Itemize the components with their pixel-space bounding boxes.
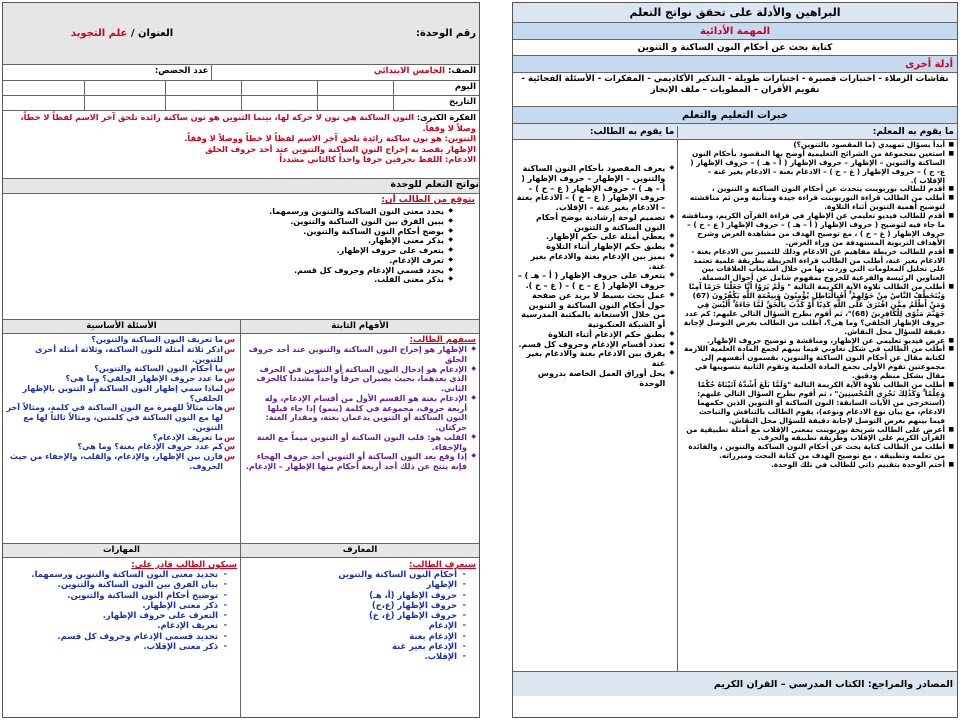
knowledge-item: - الإقلاب. (244, 651, 466, 661)
day-row (3, 81, 479, 96)
outcomes-intro: يتوقع من الطالب أن: (381, 195, 475, 205)
big-idea-line: النون الساكنة هي نون لا حركة لها، بينما التنوين هو نون ساكنة زائدة تلحق آخر الاسم لفظاً لا خطاً، (20, 112, 414, 122)
understandings-intro: سيفهم الطالب: (409, 335, 476, 345)
question-item: س هات مثالاً للهمزة مع النون الساكنة في كلمة، ومثالاً آخر لها مع النون الساكنة في كلمتين، ومثالاً ثالثاً لها مع التنوين. (6, 403, 235, 432)
questions (3, 334, 241, 543)
date-cell (3, 96, 84, 110)
knowledge-item: - حروف الإظهار (غ، خ) (244, 610, 466, 620)
student-item: ◆ يحل أوراق العمل الخاصة بدروس الوحدة (516, 369, 674, 389)
outcomes-title: نواتج التعلم للوحدة (3, 179, 479, 194)
unit-title (3, 27, 241, 40)
sources: المصادر والمراجع: الكتاب المدرسي – القران الكريم (513, 672, 957, 696)
questions-understandings-section (3, 334, 479, 544)
date-cell (84, 96, 165, 110)
student-item: ◆ يطبق حكم الإدغام أثناء التلاوة (516, 330, 674, 340)
teacher-item: ■ أعرض على الطالب شريحة بوربوينت بمعنى الإقلاب مع أمثلة تطبيقية من القرآن الكريم على الإقلاب وطريقة تطبيقه والحرف. (681, 426, 954, 444)
student-column-header: ما يقوم به الطالب: (589, 126, 675, 137)
other-evidence-text: نقاشات الزملاء - اختبارات قصيرة - اختبارات طويلة - التذكير الأكاديمي - المفكرات - الأسئلة الفجائية - تقويم الأقران – المطويات – ملف الإنجاز (521, 74, 949, 96)
experiences-column-headers (513, 124, 957, 140)
knowledge (241, 558, 479, 718)
big-idea-section (3, 111, 479, 179)
day-cell (241, 81, 317, 95)
student-item: ◆ عمل بحث بسيط لا يزيد عن صفحة حول أحكام النون الساكنة و التنوين من خلال الاستعانة بالمكتبة المدرسية أو الشبكة العنكبوتية (516, 291, 674, 330)
student-item: ◆ يعطي أمثلة على حكم الإظهار. (516, 232, 674, 242)
big-idea-line: وصلاً لا وقفاً. (422, 122, 476, 133)
knowledge-title: المعارف (342, 545, 378, 555)
skills (3, 558, 241, 718)
skills-knowledge-section (3, 558, 479, 718)
teacher-item: ■ أطلب من الطالب قراءة البوربوينت قراءة جيدة ومتأنية ومن ثم مناقشته لتوضيح أهمية التنوين أثناء التلاوة. (681, 194, 954, 212)
teacher-item: ■ أختم الوحدة بتقييم ذاتي للطالب في تلك الوحدة. (681, 461, 954, 470)
student-item: ◆ تعدد أقسام الإدغام وحروف كل قسم. (516, 340, 674, 350)
understanding-item: ◆ الإدغام هو إدخال النون الساكنة أو التنوين في الحرف الذي بعدهما، بحيث يصيران حرفاً واحداً مشدداً كالحرف الثاني. (244, 365, 476, 394)
question-item: س ما عدد حروف الإظهار الحلقي؟ وما هي؟ (6, 374, 235, 384)
teacher-column-header: ما يقوم به المعلم: (677, 126, 957, 138)
teacher-item: ■ أطلب من الطالب تلاوة الآية الكريمة التالية " وَلَمْ يَرَوْا أَنَّا جَعَلْنَا حَرَمًا آمِنًا وَيُتَخَطَّفُ النَّاسُ مِنْ حَوْلِهِمْ ۚ أَفَبِالْبَاطِلِ يُؤْمِنُونَ وَبِنِعْمَةِ اللَّهِ يَكْفُرُونَ (67) وَمَنْ أَظْلَمُ مِمَّنِ افْتَرَىٰ عَلَى اللَّهِ كَذِبًا أَوْ كَذَّبَ بِالْحَقِّ لَمَّا جَاءَهُ ۚ أَلَيْسَ فِي جَهَنَّمَ مَثْوًى لِلْكَافِرِينَ (68)"، ثم أقوم بطرح السؤال التالي عليهم: كم عدد حروف الإظهار الحلقي؟ وما هي؟، أطلب من الطالب بغرض التوصل لإجابة دقيقة للسؤال محل النقاش. (681, 283, 954, 336)
unit-plan-page (2, 2, 480, 718)
question-item: س كم عدد حروف الإدغام بغنة؟ وما هي؟ (6, 442, 235, 452)
outcomes (3, 194, 479, 319)
outcome-item: ◆ يتعرف على حروف الإظهار. (6, 246, 453, 256)
big-idea (3, 111, 479, 178)
class-row (3, 65, 479, 81)
outcome-item: ◆ يذكر معنى القلب. (6, 275, 453, 285)
skill-item: - ذكر معنى الإقلاب. (6, 641, 227, 651)
knowledge-item: - الإدغام بغنة (244, 631, 466, 641)
student-item: ◆ يعرف المقصود بأحكام النون الساكنة والتنوين – الإظهار – حروف الإظهار ( أ – هـ ) – حروف الإظهار ( ع – ح ) – حروف الإظهار ( غ – خ ) – الادغام بغنة – الادغام بغير غنة – الإقلاب. (516, 164, 674, 213)
outcome-item: ◆ يحدد معنى النون الساكنة والتنوين ورسمهما. (6, 207, 453, 217)
experiences-body (513, 140, 957, 672)
student-item: ◆ تصميم لوحة إرشادية يوضح أحكام النون الساكنة و التنوين (516, 213, 674, 233)
teacher-item: ■ أبدأ بسؤال تمهيدي (ما المقصود بالتنوين؟) (681, 141, 954, 150)
teacher-item: ■ أطلب من الطالب في شكل تعاوني فيما بينهم لجمع المادة العلمية اللازمة لكتابة مقال عن أحكام النون الساكنة والتنوين، بقسمون أنفسهم إلى مجموعتين تقوم الأولى بجمع المادة العلمية وتقوم الثانية بتصويبها في مقال بشكل منظم ودقيق. (681, 345, 954, 381)
question-item: س اذكر ثلاثة أمثلة للنون الساكنة، وثلاثة أمثلة أخرى للتنوين. (6, 345, 235, 365)
date-row (3, 96, 479, 111)
outcome-item: ◆ تعرف الإدغام. (6, 256, 453, 266)
skill-item: - توضيح أحكام النون الساكنة والتنوين. (6, 590, 227, 600)
knowledge-item: - أحكام النون الساكنة والتنوين (244, 569, 466, 579)
student-activities (513, 140, 677, 671)
knowledge-item: - الإدغام بغير غنة (244, 641, 466, 651)
other-evidence-heading: أدلة أخرى (513, 56, 957, 73)
task-heading: المهمة الأدائية (513, 23, 957, 40)
date-cell (165, 96, 241, 110)
outcomes-section (3, 194, 479, 320)
teacher-activities (677, 140, 957, 671)
skill-item: - ذكر معنى الإظهار. (6, 600, 227, 610)
question-item: س لماذا سمي إظهار النون الساكنة أو التنوين بالإظهار الحلقي؟ (6, 384, 235, 404)
knowledge-intro: سيعرف الطالب: (409, 559, 476, 569)
class-label: الصف: (445, 66, 476, 76)
sessions-label: عدد الحصص: (3, 65, 212, 80)
title-label: العنوان / (127, 28, 174, 39)
skill-item: - التعرف على حروف الإظهار. (6, 610, 227, 620)
outcome-item: ◆ يحدد قسمي الإدغام وحروف كل قسم. (6, 266, 453, 276)
student-item: ◆ يتعرف على حروف الإظهار ( أ – هـ ) – حروف الإظهار ( ع – ح ) – ( غ – خ ). (516, 271, 674, 291)
teacher-item: ■ أقدم للطالب بوربوينت يتحدث عن أحكام النون الساكنة و التنوين ، (681, 185, 954, 194)
day-label: اليوم (393, 81, 479, 95)
task-text: كتابة بحث عن أحكام النون الساكنة و التنوين (513, 40, 957, 56)
day-cell (165, 81, 241, 95)
big-idea-label: الفكرة الكبرى: (413, 112, 476, 122)
knowledge-item: - الإظهار (244, 579, 466, 589)
evidence-page (512, 2, 958, 718)
evidence-title: البراهين والأدلة على تحقق نواتج التعلم (513, 3, 957, 23)
big-idea-line: التنوين: هو نون ساكنة زائدة تلحق آخر الاسم لفظاً لا خطاً ووصلاً لا وقفاً. (184, 133, 476, 143)
outcome-item: ◆ يبين الفرق بين النون الساكنة والتنوين. (6, 217, 453, 227)
question-item: س قارن بين الإظهار، والإدغام، والقلب، والإخفاء من حيث الحروف. (6, 452, 235, 472)
understanding-item: ◆ إذا وقع بعد النون الساكنة أو التنوين أحد حروف الهجاء فإنه ينتج عن ذلك أحد أربعة أحكام منها الإظهار – الإدغام. (244, 452, 476, 472)
class-field (212, 65, 479, 80)
big-idea-line: الادغام: اللفظ بحرفين حرفاً واحداً كالثاني مشدداً (279, 154, 476, 164)
teacher-item: ■ أقدم للطالب فيديو تعليمي عن الإظهار في قراءة القرآن الكريم، ومناقشة ما جاء فيه لتوضيح ( حروف الإظهار ( أ – هـ ) – حروف الإظهار ( ع – ح ) – حروف الإظهار ( غ – خ ) ، مع توضيح الهدف من مشاهدة العرض وشرح الأهداف التربوية المستهدفة من وراء العرض. (681, 212, 954, 248)
knowledge-item: - الإدغام (244, 620, 466, 630)
class-value: الخامس الابتدائي (373, 66, 446, 76)
skills-title: المهارات (3, 544, 241, 557)
outcome-item: ◆ يوضح أحكام النون الساكنة والتنوين. (6, 227, 453, 237)
teacher-item: ■ أقدم للطالب خريطة مفاهيم عن الادغام وذلك للتمييز بين الادغام بغنة - الادغام بغير غنة، أطلب من الطالب قراءة الخريطة بطريقة علمية تعتمد على تحليل المعلومات التي وردت بها من خلال استيعاب العلاقات بين العناوين الرئيسة والفرعية للخروج بمفهوم شامل عن أحوال البسملة. (681, 248, 954, 284)
question-item: س ما أحكام النون الساكنة والتنوين؟ (6, 364, 235, 374)
understanding-item: ◆ الإدغام بغنة هو القسم الأول من أقسام الإدغام، وله أربعة حروف، مجموعة في كلمة (ينمو) إذا جاء قبلها النون الساكنة أو التنوين يدغمان بغنة، ومقدار الغنة: حركتان. (244, 394, 476, 433)
date-cell (317, 96, 393, 110)
skill-item: - تعريف الإدغام. (6, 620, 227, 630)
day-cell (84, 81, 165, 95)
understandings (241, 334, 479, 543)
knowledge-item: - حروف الإظهار (ع،ح) (244, 600, 466, 610)
teacher-item: ■ أطلب من الطالب كتابة بحث عن أحكام النون الساكنة والتنوين ، والفائدة من تعلمه وتطبيقه ، مع توضيح الهدف من كتابة البحث ومبرراته. (681, 443, 954, 461)
teacher-item: ■ استعين بمجموعة من الشرائح التعليمية أوضح بها المقصود بأحكام النون الساكنة والتنوين – الإظهار – حروف الإظهار ( أ – هـ ) – حروف الإظهار ( ع- ح ) – حروف الإظهار ( غ – خ ) – الادغام بغنة – الادغام بغير غنة – الإقلاب ). (681, 150, 954, 186)
day-cell (3, 81, 84, 95)
knowledge-item: - حروف الإظهار (أ، هـ) (244, 590, 466, 600)
teacher-item: ■ أطلب من الطالب تلاوة الآية الكريمة التالية "وَلَمَّا بَلَغَ أَشُدَّهُ آتَيْنَاهُ حُكْمًا وَعِلْمًا ۚ وَكَذَٰلِكَ نَجْزِي الْمُحْسِنِينَ" ، ثم أقوم بطرح السؤال التالي عليهم: (استخرجي من الآيات السابقة: النون الساكنة أو التنوين الذين حكمهما الادغام، مع بيان نوع الادغام ونوعه)، يقوم الطالب بالتنافش والتباحث فيما بينهم بغرض التوصل لإجابة دقيقة للسؤال محل النقاش. (681, 381, 954, 425)
understanding-item: ◆ الإظهار هو إخراج النون الساكنة والتنوين عند أحد حروف الحلق (244, 345, 476, 365)
title-value: علم التجويد (70, 28, 128, 39)
understandings-title: الأفهام الثابتة (331, 321, 389, 331)
teacher-item: ■ عرض فيديو تعليمي عن الإظهار، ومناقشة و توضيح حروف الإظهار. (681, 337, 954, 346)
question-item: س ما تعريف النون الساكنة والتنوين؟ (6, 335, 235, 345)
date-cell (241, 96, 317, 110)
skill-item: - بيان الفرق بين النون الساكنة والتنوين. (6, 579, 227, 589)
student-item: ◆ يميز بين الإدغام بغنة والادغام بغير غنة. (516, 252, 674, 272)
understanding-item: ◆ القلب هو: قلب النون الساكنة أو التنوين ميماً مع الغنة والإخفاء. (244, 433, 476, 453)
experiences-heading: خبرات التعليم والتعلم (513, 107, 957, 124)
big-idea-line: الإظهار يقصد به إخراج النون الساكنة والتنوين عند أحد حروف الحلق (205, 143, 476, 154)
student-item: ◆ يفرق بين الادغام بغنة والادغام بغير غنة (516, 349, 674, 369)
student-item: ◆ يطبق حكم الإظهار أثناء التلاوة (516, 242, 674, 252)
outcome-item: ◆ يذكر معنى الإظهار. (6, 236, 453, 246)
date-label: التاريخ (393, 96, 479, 110)
section-headers-2 (3, 544, 479, 558)
skills-intro: سيكون الطالب قادر على: (131, 559, 237, 569)
other-evidence (513, 73, 957, 107)
day-cell (317, 81, 393, 95)
unit-number-label: رقم الوحدة: (416, 28, 476, 39)
skill-item: - تحديد قسمي الإدغام وحروف كل قسم. (6, 631, 227, 641)
unit-header (3, 3, 479, 65)
section-headers-1 (3, 320, 479, 334)
questions-title: الأسئلة الأساسية (3, 320, 241, 333)
question-item: س ما تعريف الإدغام؟ (6, 433, 235, 443)
skill-item: - تحديد معنى النون الساكنة والتنوين ورسمهما. (6, 569, 227, 579)
